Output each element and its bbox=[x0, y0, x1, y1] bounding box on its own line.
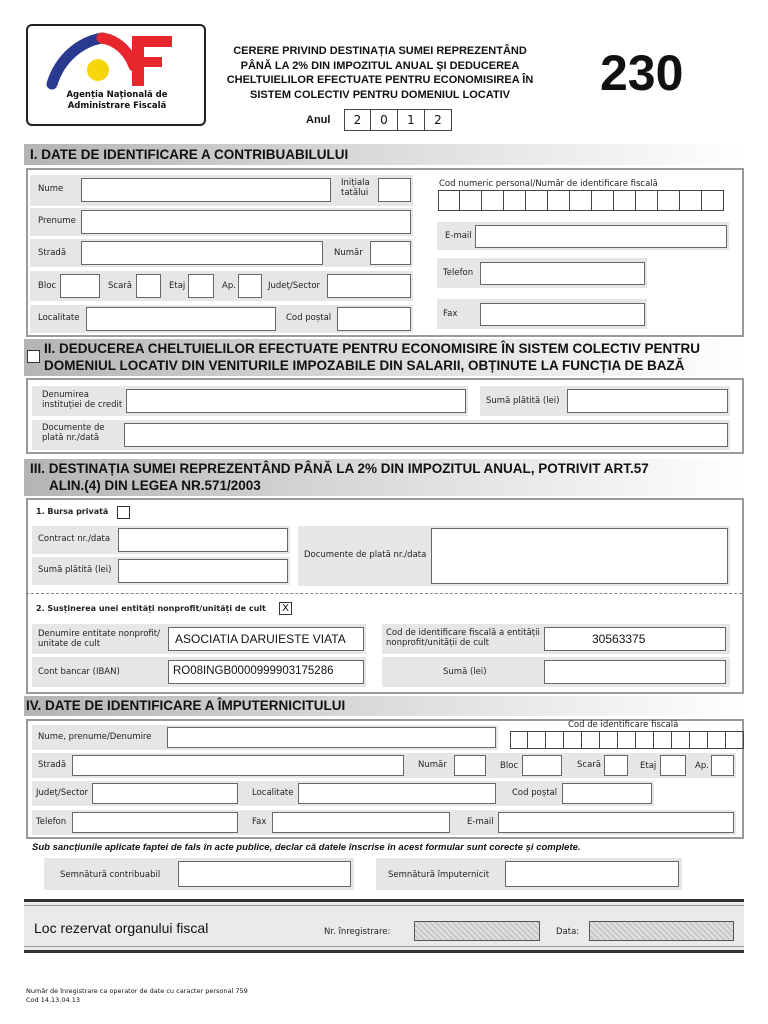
footer-line-1: Număr de înregistrare ca operator de date cu caracter personal 759 bbox=[26, 987, 248, 995]
section-1-title: I. DATE DE IDENTIFICARE A CONTRIBUABILULUI bbox=[30, 147, 349, 162]
imp-scara-label: Scară bbox=[577, 760, 601, 770]
imp-nume-input[interactable] bbox=[167, 727, 496, 748]
imp-fax-label: Fax bbox=[252, 817, 267, 827]
telefon-input[interactable] bbox=[480, 262, 645, 285]
etaj-input[interactable] bbox=[188, 274, 214, 298]
fax-input[interactable] bbox=[480, 303, 645, 326]
cod-fiscal-entitate-label: Cod de identificare fiscală a entității nonprofit/unității de cult bbox=[386, 628, 540, 648]
year-digit: 2 bbox=[344, 109, 371, 131]
agency-name: Agenția Națională de Administrare Fiscală bbox=[66, 90, 168, 111]
nume-input[interactable] bbox=[81, 178, 331, 202]
bursa-checkbox[interactable] bbox=[117, 506, 130, 519]
semnatura-contribuabil-input[interactable] bbox=[178, 861, 351, 887]
title-line: CHELTUIELILOR EFECTUATE PENTRU ECONOMISIREA ÎN bbox=[226, 74, 534, 86]
title-line: DOMENIUL LOCATIV DIN VENITURILE IMPOZABILE DIN SALARII, OBȚINUTE LA FUNCȚIA DE BAZĂ bbox=[44, 358, 685, 373]
imp-localitate-label: Localitate bbox=[252, 788, 294, 798]
iban-value: RO08INGB0000999903175286 bbox=[173, 665, 334, 677]
fax-label: Fax bbox=[443, 309, 458, 319]
documente-bursa-input[interactable] bbox=[431, 528, 728, 584]
title-line: CERERE PRIVIND DESTINAȚIA SUMEI REPREZENTÂND bbox=[233, 45, 527, 57]
cod-fiscal-cells[interactable] bbox=[510, 731, 744, 749]
title-line: PÂNĂ LA 2% DIN IMPOZITUL ANUAL ȘI DEDUCEREA bbox=[240, 59, 520, 72]
year-field[interactable] bbox=[344, 109, 452, 131]
email-input[interactable] bbox=[475, 225, 727, 248]
sustinere-label: 2. Susținerea unei entități nonprofit/unități de cult bbox=[36, 604, 266, 613]
form-title bbox=[215, 44, 545, 102]
scara-input[interactable] bbox=[136, 274, 161, 298]
cnp-cells[interactable] bbox=[438, 190, 724, 211]
section-3-title bbox=[30, 460, 649, 494]
imp-bloc-label: Bloc bbox=[500, 761, 519, 771]
bloc-label: Bloc bbox=[38, 281, 57, 291]
cnp-label: Cod numeric personal/Număr de identificare fiscală bbox=[439, 179, 658, 189]
section-4-title: IV. DATE DE IDENTIFICARE A ÎMPUTERNICITULUI bbox=[26, 698, 346, 713]
email-label: E-mail bbox=[445, 231, 472, 241]
strada-input[interactable] bbox=[81, 241, 323, 265]
denumire-entitate-label: Denumire entitate nonprofit/ unitate de cult bbox=[38, 629, 160, 649]
imp-cod-postal-input[interactable] bbox=[562, 783, 652, 804]
imp-nume-label: Nume, prenume/Denumire bbox=[38, 732, 152, 742]
title-line: SISTEM COLECTIV PENTRU DOMENIUL LOCATIV bbox=[250, 88, 510, 101]
documente-label: Documente de plată nr./dată bbox=[42, 423, 105, 443]
imp-strada-input[interactable] bbox=[72, 755, 404, 776]
judet-input[interactable] bbox=[327, 274, 411, 298]
imp-email-input[interactable] bbox=[498, 812, 734, 833]
ap-label: Ap. bbox=[222, 281, 236, 291]
numar-input[interactable] bbox=[370, 241, 411, 265]
divider bbox=[26, 593, 742, 594]
year-digit: 0 bbox=[371, 109, 398, 131]
contract-input[interactable] bbox=[118, 528, 288, 552]
imp-cod-postal-label: Cod poștal bbox=[512, 788, 558, 798]
divider bbox=[24, 905, 744, 906]
imp-strada-label: Stradă bbox=[38, 760, 67, 770]
localitate-label: Localitate bbox=[38, 313, 80, 323]
contract-label: Contract nr./data bbox=[38, 534, 111, 544]
nr-inregistrare-field bbox=[414, 921, 540, 941]
data-label: Data: bbox=[556, 927, 580, 937]
suma-platita-label: Sumă plătită (lei) bbox=[486, 396, 560, 406]
strada-label: Stradă bbox=[38, 248, 67, 258]
suma-lei-input[interactable] bbox=[544, 660, 726, 684]
imp-fax-input[interactable] bbox=[272, 812, 450, 833]
bloc-input[interactable] bbox=[60, 274, 100, 298]
prenume-label: Prenume bbox=[38, 216, 76, 226]
footer-line-2: Cod 14.13.04.13 bbox=[26, 996, 80, 1004]
entity-value: ASOCIATIA DARUIESTE VIATA bbox=[175, 632, 346, 646]
reserved-title: Loc rezervat organului fiscal bbox=[34, 920, 209, 936]
initiala-label: Inițiala tatălui bbox=[341, 178, 370, 198]
iban-label: Cont bancar (IBAN) bbox=[38, 667, 120, 677]
imp-judet-label: Județ/Sector bbox=[36, 788, 89, 798]
cod-fiscal-label: Cod de identificare fiscală bbox=[568, 720, 679, 730]
imp-localitate-input[interactable] bbox=[298, 783, 496, 804]
form-number: 230 bbox=[600, 45, 684, 101]
numar-label: Număr bbox=[334, 248, 363, 258]
scara-label: Scară bbox=[108, 281, 132, 291]
imp-email-label: E-mail bbox=[467, 817, 494, 827]
suma-lei-label: Sumă (lei) bbox=[443, 667, 487, 677]
year-digit: 2 bbox=[425, 109, 452, 131]
logo-box bbox=[26, 24, 206, 126]
imp-etaj-label: Etaj bbox=[640, 761, 657, 771]
cod-postal-input[interactable] bbox=[337, 307, 411, 331]
imp-scara-input[interactable] bbox=[604, 755, 628, 776]
title-line: ALIN.(4) DIN LEGEA NR.571/2003 bbox=[49, 478, 261, 493]
imp-numar-label: Număr bbox=[418, 760, 447, 770]
imp-numar-input[interactable] bbox=[454, 755, 486, 776]
cif-value: 30563375 bbox=[592, 632, 646, 646]
bursa-label: 1. Bursa privată bbox=[36, 507, 109, 516]
imp-ap-label: Ap. bbox=[695, 761, 709, 771]
nume-label: Nume bbox=[38, 184, 64, 194]
telefon-label: Telefon bbox=[443, 268, 474, 278]
semnatura-imputernicit-input[interactable] bbox=[505, 861, 679, 887]
suma-platita-bursa-label: Sumă plătită (lei) bbox=[38, 565, 112, 575]
denumirea-label: Denumirea instituției de credit bbox=[42, 390, 123, 410]
denumirea-input[interactable] bbox=[126, 389, 466, 413]
imp-etaj-input[interactable] bbox=[660, 755, 686, 776]
imp-bloc-input[interactable] bbox=[522, 755, 562, 776]
localitate-input[interactable] bbox=[86, 307, 276, 331]
title-line: II. DEDUCEREA CHELTUIELILOR EFECTUATE PENTRU ECONOMISIRE ÎN SISTEM COLECTIV PENTRU bbox=[44, 341, 701, 356]
sustinere-checkbox[interactable]: X bbox=[279, 602, 292, 615]
prenume-input[interactable] bbox=[81, 210, 411, 234]
initiala-input[interactable] bbox=[378, 178, 411, 202]
suma-platita-bursa-input[interactable] bbox=[118, 559, 288, 583]
year-label: Anul bbox=[306, 114, 331, 126]
title-line: III. DESTINAȚIA SUMEI REPREZENTÂND PÂNĂ LA 2% DIN IMPOZITUL ANUAL, POTRIVIT ART.57 bbox=[30, 461, 649, 476]
ap-input[interactable] bbox=[238, 274, 262, 298]
imp-telefon-label: Telefon bbox=[36, 817, 67, 827]
semnatura-contribuabil-label: Semnătură contribuabil bbox=[60, 870, 161, 880]
declaration-text: Sub sancțiunile aplicate faptei de fals în acte publice, declar că datele înscrise în acest formular sunt corecte și complete. bbox=[32, 842, 581, 853]
data-field bbox=[589, 921, 734, 941]
imp-telefon-input[interactable] bbox=[72, 812, 238, 833]
nr-inregistrare-label: Nr. înregistrare: bbox=[324, 927, 391, 937]
imp-ap-input[interactable] bbox=[711, 755, 734, 776]
documente-input[interactable] bbox=[124, 423, 728, 447]
imp-judet-input[interactable] bbox=[92, 783, 238, 804]
anaf-logo-icon bbox=[46, 32, 186, 90]
cod-postal-label: Cod poștal bbox=[286, 313, 332, 323]
year-digit: 1 bbox=[398, 109, 425, 131]
semnatura-imputernicit-label: Semnătură împuternicit bbox=[388, 870, 490, 880]
suma-platita-input[interactable] bbox=[567, 389, 728, 413]
judet-label: Județ/Sector bbox=[268, 281, 321, 291]
documente-bursa-label: Documente de plată nr./data bbox=[304, 550, 427, 560]
section-2-checkbox[interactable] bbox=[27, 350, 40, 363]
divider bbox=[24, 946, 744, 947]
section-2-title bbox=[44, 340, 700, 374]
etaj-label: Etaj bbox=[169, 281, 186, 291]
